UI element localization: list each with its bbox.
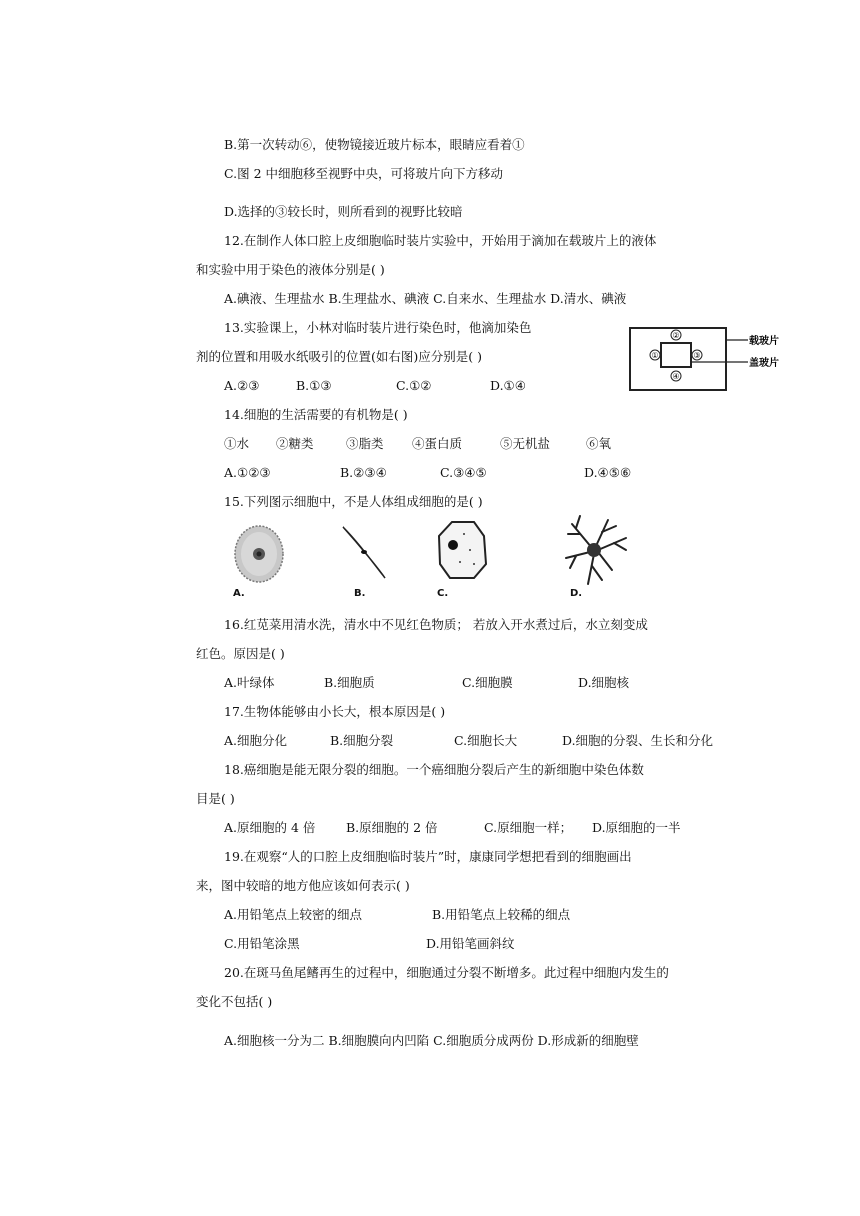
q14-option-c: C.③④⑤ [440, 465, 487, 480]
q18-option-b: B.原细胞的 2 倍 [346, 820, 438, 835]
q20-stem-line1: 20.在斑马鱼尾鳍再生的过程中，细胞通过分裂不断增多。此过程中细胞内发生的 [224, 965, 669, 980]
q14-item-3: ③脂类 [346, 436, 384, 451]
q13-stem-line1: 13.实验课上，小林对临时装片进行染色时，他滴加染色 [224, 320, 532, 335]
q13-option-a: A.②③ [224, 378, 260, 393]
q16-stem-line2: 红色。原因是( ) [196, 646, 285, 661]
q16-option-a: A.叶绿体 [224, 675, 275, 690]
q17-option-c: C.细胞长大 [454, 733, 518, 748]
q18-option-c: C.原细胞一样； [484, 820, 573, 835]
q14-stem: 14.细胞的生活需要的有机物是( ) [224, 407, 408, 422]
slide-tag: 载玻片 [749, 336, 779, 347]
q14-item-6: ⑥氧 [586, 436, 612, 451]
cell-a-label: A. [233, 588, 245, 599]
q13-option-b: B.①③ [296, 378, 332, 393]
q19-stem-line1: 19.在观察“人的口腔上皮细胞临时装片”时，康康同学想把看到的细胞画出 [224, 849, 632, 864]
q11-option-c: C.图 2 中细胞移至视野中央，可将玻片向下方移动 [224, 166, 503, 181]
q16-option-b: B.细胞质 [324, 675, 375, 690]
cell-d-image [562, 514, 632, 586]
cell-a-image [230, 522, 290, 586]
q14-item-5: ⑤无机盐 [500, 436, 551, 451]
q13-stem-line2: 剂的位置和用吸水纸吸引的位置(如右图)应分别是( ) [196, 349, 482, 364]
q11-option-b: B.第一次转动⑥，使物镜接近玻片标本，眼睛应看着① [224, 137, 525, 152]
cell-c-label: C. [437, 588, 449, 599]
cell-d-label: D. [570, 588, 583, 599]
q12-options: A.碘液、生理盐水 B.生理盐水、碘液 C.自来水、生理盐水 D.清水、碘液 [224, 291, 627, 306]
q17-option-d: D.细胞的分裂、生长和分化 [562, 733, 714, 748]
pos1-label: ① [651, 351, 659, 360]
q14-item-4: ④蛋白质 [412, 436, 463, 451]
q16-option-c: C.细胞膜 [462, 675, 513, 690]
q13-option-c: C.①② [396, 378, 432, 393]
q18-stem-line2: 目是( ) [196, 791, 235, 806]
q19-stem-line2: 来，图中较暗的地方他应该如何表示( ) [196, 878, 410, 893]
q20-options: A.细胞核一分为二 B.细胞膜向内凹陷 C.细胞质分成两份 D.形成新的细胞壁 [224, 1033, 639, 1048]
q19-option-c: C.用铅笔涂黑 [224, 936, 300, 951]
q18-option-d: D.原细胞的一半 [592, 820, 681, 835]
q13-option-d: D.①④ [490, 378, 526, 393]
q17-stem: 17.生物体能够由小长大，根本原因是( ) [224, 704, 446, 719]
q11-option-d: D.选择的③较长时，则所看到的视野比较暗 [224, 204, 463, 219]
q14-item-1: ①水 [224, 436, 250, 451]
q12-stem-line1: 12.在制作人体口腔上皮细胞临时装片实验中，开始用于滴加在载玻片上的液体 [224, 233, 657, 248]
q17-option-b: B.细胞分裂 [330, 733, 394, 748]
cell-b-image [338, 522, 390, 582]
slide-diagram [626, 322, 786, 398]
q16-stem-line1: 16.红苋菜用清水洗，清水中不见红色物质； 若放入开水煮过后，水立刻变成 [224, 617, 648, 632]
q14-option-b: B.②③④ [340, 465, 387, 480]
cover-slip-outline [661, 343, 691, 367]
q14-option-d: D.④⑤⑥ [584, 465, 632, 480]
q19-option-d: D.用铅笔画斜纹 [426, 936, 515, 951]
q19-option-b: B.用铅笔点上较稀的细点 [432, 907, 571, 922]
q17-option-a: A.细胞分化 [224, 733, 288, 748]
q18-option-a: A.原细胞的 4 倍 [224, 820, 316, 835]
q15-stem: 15.下列图示细胞中，不是人体组成细胞的是( ) [224, 494, 483, 509]
q14-item-2: ②糖类 [276, 436, 314, 451]
cell-b-label: B. [354, 588, 366, 599]
pos2-label: ② [672, 331, 680, 340]
q14-option-a: A.①②③ [224, 465, 271, 480]
q18-stem-line1: 18.癌细胞是能无限分裂的细胞。一个癌细胞分裂后产生的新细胞中染色体数 [224, 762, 644, 777]
cover-tag: 盖玻片 [749, 358, 779, 369]
q20-stem-line2: 变化不包括( ) [196, 994, 273, 1009]
cell-c-image [434, 518, 490, 582]
q16-option-d: D.细胞核 [578, 675, 630, 690]
q12-stem-line2: 和实验中用于染色的液体分别是( ) [196, 262, 385, 277]
pos3-label: ③ [693, 351, 701, 360]
q19-option-a: A.用铅笔点上较密的细点 [224, 907, 363, 922]
pos4-label: ④ [672, 372, 680, 381]
